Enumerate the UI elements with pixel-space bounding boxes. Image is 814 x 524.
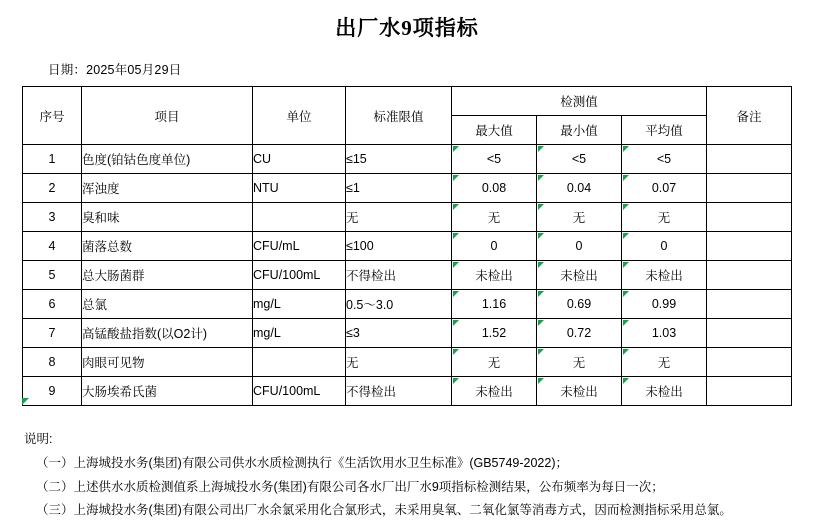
cell-marker-icon	[453, 146, 459, 152]
cell-unit: mg/L	[253, 319, 346, 348]
table-row	[23, 348, 792, 377]
cell-avg-text: 0	[660, 239, 668, 253]
cell-avg-text: 无	[657, 356, 671, 370]
cell-item: 高锰酸盐指数(以O2计)	[82, 319, 253, 348]
cell-limit: ≤1	[346, 174, 452, 203]
table-row	[23, 319, 792, 348]
cell-min-text: 未检出	[560, 385, 598, 399]
cell-min-text: 0.69	[566, 297, 592, 311]
cell-unit: CU	[253, 145, 346, 174]
cell-marker-icon	[453, 378, 459, 384]
cell-marker-icon	[623, 233, 629, 239]
cell-item: 浑浊度	[82, 174, 253, 203]
cell-limit: 无	[346, 203, 452, 232]
cell-avg	[622, 174, 707, 203]
cell-avg-text: 1.03	[651, 326, 677, 340]
cell-note	[707, 348, 792, 377]
cell-max	[452, 203, 537, 232]
column-header-unit: 单位	[253, 87, 346, 145]
cell-marker-icon	[453, 320, 459, 326]
cell-avg	[622, 290, 707, 319]
cell-marker-icon	[623, 146, 629, 152]
notes-heading: 说明:	[24, 432, 53, 446]
cell-marker-icon	[623, 291, 629, 297]
cell-max-text: 1.52	[481, 326, 507, 340]
cell-marker-icon	[453, 291, 459, 297]
cell-min	[537, 203, 622, 232]
table-row	[23, 290, 792, 319]
water-quality-table	[22, 86, 792, 406]
cell-marker-icon	[453, 349, 459, 355]
table-header	[23, 87, 792, 145]
cell-marker-icon	[623, 175, 629, 181]
cell-marker-icon	[453, 204, 459, 210]
cell-item: 总氯	[82, 290, 253, 319]
cell-avg-text: 0.07	[651, 181, 677, 195]
cell-min	[537, 261, 622, 290]
table-row	[23, 145, 792, 174]
cell-note	[707, 261, 792, 290]
cell-index: 7	[23, 319, 82, 348]
cell-index: 3	[23, 203, 82, 232]
cell-avg	[622, 319, 707, 348]
cell-min-text: 0	[575, 239, 583, 253]
cell-max	[452, 319, 537, 348]
cell-note	[707, 232, 792, 261]
cell-marker-icon	[538, 175, 544, 181]
column-header-avg: 平均值	[622, 116, 707, 145]
cell-max-text: 0.08	[481, 181, 507, 195]
cell-min	[537, 319, 622, 348]
cell-max-text: 无	[487, 211, 501, 225]
cell-marker-icon	[538, 233, 544, 239]
cell-min-text: 无	[572, 211, 586, 225]
cell-max	[452, 174, 537, 203]
cell-limit: 不得检出	[346, 377, 452, 406]
cell-max-text: 未检出	[475, 385, 513, 399]
cell-index: 6	[23, 290, 82, 319]
cell-min	[537, 145, 622, 174]
cell-note	[707, 290, 792, 319]
cell-marker-icon	[538, 320, 544, 326]
cell-avg-text: 无	[657, 211, 671, 225]
cell-index: 5	[23, 261, 82, 290]
column-header-item: 项目	[82, 87, 253, 145]
page-title: 出厂水9项指标	[335, 16, 479, 40]
cell-min	[537, 232, 622, 261]
cell-unit: mg/L	[253, 290, 346, 319]
cell-item: 肉眼可见物	[82, 348, 253, 377]
cell-item: 总大肠菌群	[82, 261, 253, 290]
cell-min-text: 0.04	[566, 181, 592, 195]
cell-max-text: 0	[490, 239, 498, 253]
cell-marker-icon	[538, 262, 544, 268]
cell-index: 1	[23, 145, 82, 174]
cell-max	[452, 232, 537, 261]
cell-min-text: 未检出	[560, 269, 598, 283]
cell-unit: CFU/mL	[253, 232, 346, 261]
cell-avg	[622, 377, 707, 406]
report-date: 日期：2025年05月29日	[48, 63, 182, 77]
cell-marker-icon	[453, 233, 459, 239]
cell-unit	[253, 348, 346, 377]
cell-item: 臭和味	[82, 203, 253, 232]
cell-avg	[622, 203, 707, 232]
cell-index: 8	[23, 348, 82, 377]
column-header-index: 序号	[23, 87, 82, 145]
note-line-2: （二）上述供水水质检测值系上海城投水务(集团)有限公司各水厂出厂水9项指标检测结果，公布频率为每日一次；	[36, 479, 664, 494]
cell-min-text: 无	[572, 356, 586, 370]
cell-max	[452, 377, 537, 406]
table-row	[23, 261, 792, 290]
cell-note	[707, 145, 792, 174]
cell-item: 菌落总数	[82, 232, 253, 261]
cell-index: 9	[23, 377, 82, 406]
table-row	[23, 174, 792, 203]
cell-index: 2	[23, 174, 82, 203]
cell-avg	[622, 261, 707, 290]
cell-note	[707, 203, 792, 232]
cell-item: 色度(铂钴色度单位)	[82, 145, 253, 174]
cell-unit: CFU/100mL	[253, 261, 346, 290]
cell-limit: ≤3	[346, 319, 452, 348]
cell-avg-text: 未检出	[645, 269, 683, 283]
cell-marker-icon	[623, 320, 629, 326]
table-body	[23, 145, 792, 406]
cell-index: 4	[23, 232, 82, 261]
cell-marker-icon	[623, 204, 629, 210]
table-header-row-1	[23, 87, 792, 116]
column-header-limit: 标准限值	[346, 87, 452, 145]
cell-marker-icon	[538, 349, 544, 355]
cell-avg	[622, 348, 707, 377]
cell-max	[452, 145, 537, 174]
stray-marker-icon	[22, 398, 29, 405]
cell-unit: NTU	[253, 174, 346, 203]
cell-marker-icon	[623, 262, 629, 268]
column-header-note: 备注	[707, 87, 792, 145]
cell-min	[537, 290, 622, 319]
cell-max-text: 无	[487, 356, 501, 370]
note-line-1: （一）上海城投水务(集团)有限公司供水水质检测执行《生活饮用水卫生标准》(GB5749-2022)；	[36, 455, 568, 470]
table-row	[23, 232, 792, 261]
cell-marker-icon	[538, 146, 544, 152]
cell-max-text: 未检出	[475, 269, 513, 283]
cell-marker-icon	[623, 378, 629, 384]
cell-limit: ≤15	[346, 145, 452, 174]
cell-max-text: <5	[486, 152, 502, 166]
note-line-3: （三）上海城投水务(集团)有限公司出厂水余氯采用化合氯形式，未采用臭氧、二氧化氯等消毒方式，因而检测指标采用总氯。	[36, 503, 732, 518]
cell-avg	[622, 145, 707, 174]
cell-min	[537, 348, 622, 377]
cell-min-text: <5	[571, 152, 587, 166]
cell-marker-icon	[623, 349, 629, 355]
cell-unit	[253, 203, 346, 232]
cell-limit: 不得检出	[346, 261, 452, 290]
cell-limit: 0.5～3.0	[346, 290, 452, 319]
cell-note	[707, 174, 792, 203]
notes-section	[22, 428, 814, 523]
cell-min-text: 0.72	[566, 326, 592, 340]
cell-limit: ≤100	[346, 232, 452, 261]
cell-avg	[622, 232, 707, 261]
cell-marker-icon	[453, 175, 459, 181]
cell-min	[537, 174, 622, 203]
table-row	[23, 377, 792, 406]
cell-avg-text: <5	[656, 152, 672, 166]
cell-max-text: 1.16	[481, 297, 507, 311]
column-header-min: 最小值	[537, 116, 622, 145]
cell-min	[537, 377, 622, 406]
table-row	[23, 203, 792, 232]
cell-avg-text: 未检出	[645, 385, 683, 399]
cell-max	[452, 348, 537, 377]
column-header-max: 最大值	[452, 116, 537, 145]
cell-max	[452, 261, 537, 290]
cell-unit: CFU/100mL	[253, 377, 346, 406]
cell-note	[707, 319, 792, 348]
cell-marker-icon	[538, 291, 544, 297]
cell-avg-text: 0.99	[651, 297, 677, 311]
cell-note	[707, 377, 792, 406]
cell-item: 大肠埃希氏菌	[82, 377, 253, 406]
cell-marker-icon	[453, 262, 459, 268]
column-header-detection-group: 检测值	[452, 87, 707, 116]
cell-marker-icon	[538, 378, 544, 384]
cell-marker-icon	[538, 204, 544, 210]
cell-limit: 无	[346, 348, 452, 377]
cell-max	[452, 290, 537, 319]
